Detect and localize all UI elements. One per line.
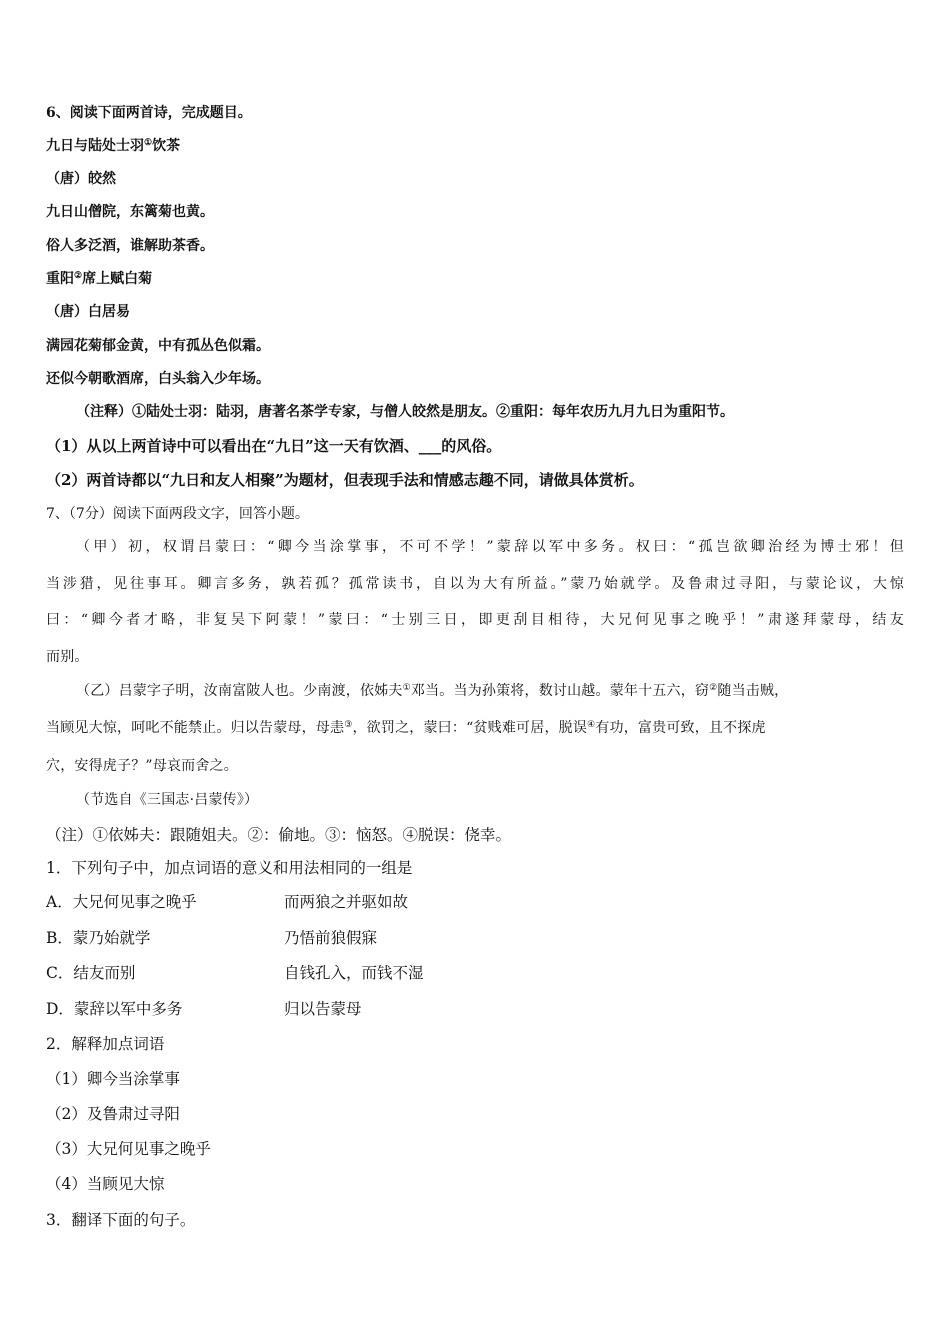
option-pair: 乃悟前狼假寐 — [284, 929, 378, 947]
passage-jia-line: 当涉猎，见往事耳。卿言多务，孰若孤？孤常读书，自以为大有所益。”蒙乃始就学。及鲁肃过寻阳，与蒙论议，大惊 — [46, 576, 904, 592]
q6-subquestion-1 — [46, 436, 904, 456]
footnote-marker: ① — [144, 138, 153, 148]
poem1-title — [46, 136, 904, 156]
option-label: D．蒙辞以军中多务 — [46, 1000, 183, 1018]
passage-yi-line: 穴，安得虎子？”母哀而舍之。 — [46, 758, 238, 774]
passage-text: （乙）吕蒙字子明，汝南富陂人也。少南渡，依姊夫 — [76, 683, 403, 699]
subquestion-text-end: 的风俗。 — [441, 437, 502, 455]
list-item: （3）大兄何见事之晚乎 — [46, 1140, 211, 1158]
q7-subquestion-1-stem: 1．下列句子中，加点词语的意义和用法相同的一组是 — [46, 859, 413, 877]
option-pair: 自钱孔入，而钱不湿 — [284, 964, 424, 982]
passage-jia-line: 曰：“卿今者才略，非复吴下阿蒙！”蒙曰：“士别三日，即更刮目相待，大兄何见事之晚乎！”肃遂拜蒙母，结友 — [46, 612, 904, 628]
passage-source: （节选自《三国志·吕蒙传》） — [76, 792, 259, 808]
option-label: A．大兄何见事之晚乎 — [46, 893, 197, 911]
footnote-marker: ② — [709, 683, 718, 693]
option-pair: 归以告蒙母 — [284, 1000, 362, 1018]
footnote-marker: ③ — [344, 720, 353, 730]
passage-yi-line — [46, 718, 904, 738]
list-item: （2）及鲁肃过寻阳 — [46, 1105, 180, 1123]
passage-jia-line: （甲）初，权谓吕蒙曰：“卿今当涂掌事，不可不学！”蒙辞以军中多务。权曰：“孤岂欲卿治经为博士邪！但 — [76, 539, 904, 555]
poem2-line: 满园花菊郁金黄，中有孤丛色似霜。 — [46, 338, 270, 354]
passage-text: 邓当。当为孙策将，数讨山越。蒙年十五六，窃 — [410, 683, 710, 699]
poem2-title-text: 重阳 — [46, 271, 74, 287]
q7-note: （注）①依姊夫：跟随姐夫。②：偷地。③：恼怒。④脱误：侥幸。 — [46, 826, 512, 844]
q6-note: （注释）①陆处士羽：陆羽，唐著名茶学专家，与僧人皎然是朋友。②重阳：每年农历九月九日为重阳节。 — [76, 404, 734, 420]
q7-subquestion-3-stem: 3．翻译下面的句子。 — [46, 1211, 196, 1229]
poem1-author: （唐）皎然 — [46, 171, 116, 187]
poem2-title — [46, 269, 904, 289]
answer-blank: ___ — [418, 437, 442, 455]
footnote-marker: ② — [74, 271, 83, 281]
poem2-line: 还似今朝歌酒席，白头翁入少年场。 — [46, 371, 270, 387]
passage-text: 随当击贼， — [717, 683, 789, 699]
passage-jia-line: 而别。 — [46, 649, 89, 665]
poem1-line: 九日山僧院，东篱菊也黄。 — [46, 204, 214, 220]
option-label: B．蒙乃始就学 — [46, 929, 151, 947]
poem2-author: （唐）白居易 — [46, 304, 130, 320]
footnote-marker: ④ — [587, 720, 596, 730]
q7-subquestion-2-stem: 2．解释加点词语 — [46, 1035, 165, 1053]
q6-subquestion-2: （2）两首诗都以“九日和友人相聚”为题材，但表现手法和情感志趣不同，请做具体赏析。 — [46, 471, 644, 489]
q6-title: 6、阅读下面两首诗，完成题目。 — [46, 105, 252, 121]
subquestion-text: （1）从以上两首诗中可以看出在“九日”这一天有饮酒、 — [46, 437, 419, 455]
poem2-title-text-end: 席上赋白菊 — [82, 271, 153, 287]
option-pair: 而两狼之并驱如故 — [284, 893, 409, 911]
option-label: C．结友而别 — [46, 964, 136, 982]
passage-text: 当顾见大惊，呵叱不能禁止。归以告蒙母，母恚 — [46, 720, 345, 736]
passage-yi-line — [76, 681, 904, 701]
q7-title: 7、（7分）阅读下面两段文字，回答小题。 — [46, 506, 309, 522]
list-item: （1）卿今当涂掌事 — [46, 1070, 180, 1088]
list-item: （4）当顾见大惊 — [46, 1175, 165, 1193]
passage-text: 有功，富贵可致，且不探虎 — [595, 720, 766, 736]
poem1-line: 俗人多泛酒，谁解助茶香。 — [46, 238, 214, 254]
passage-text: ，欲罚之，蒙曰：“贫贱难可居，脱误 — [352, 720, 588, 736]
poem1-title-text-end: 饮茶 — [152, 138, 181, 154]
poem1-title-text: 九日与陆处士羽 — [46, 138, 144, 154]
footnote-marker: ① — [402, 683, 411, 693]
